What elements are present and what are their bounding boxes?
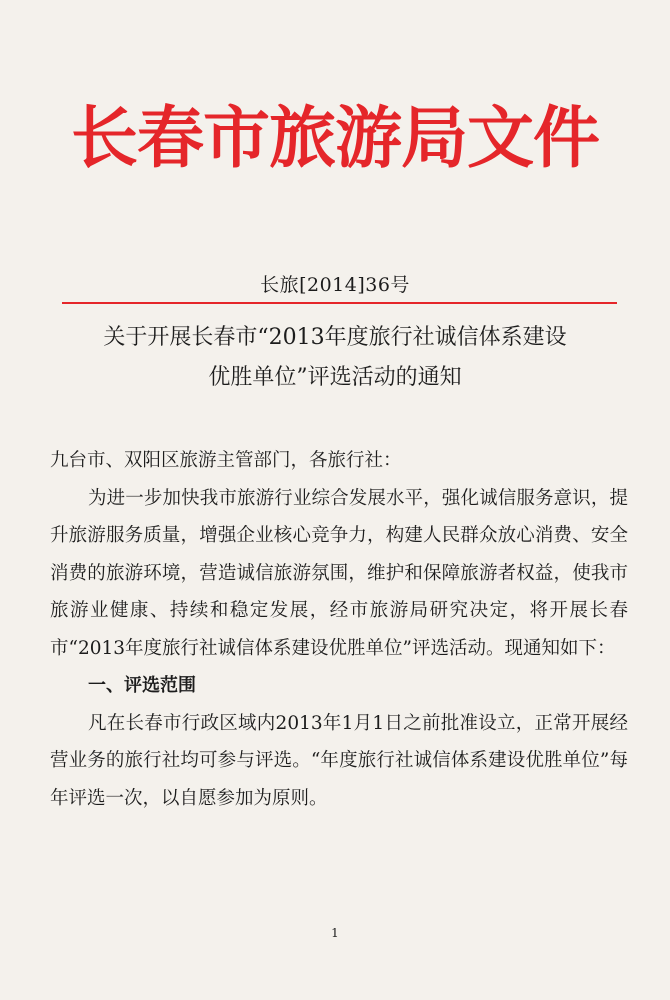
notice-title-line-1: 关于开展长春市“2013年度旅行社诚信体系建设 [103,325,567,350]
document-number: 长旅[2014]36号 [260,274,410,296]
document-body [50,442,628,817]
salutation: 九台市、双阳区旅游主管部门，各旅行社： [50,450,402,471]
page-number: 1 [331,926,339,940]
body-paragraph-scope: 凡在长春市行政区域内2013年1月1日之前批准设立，正常开展经营业务的旅行社均可参与评选。“年度旅行社诚信体系建设优胜单位”每年评选一次，以自愿参加为原则。 [50,712,628,809]
section-heading-scope: 一、评选范围 [88,675,196,696]
red-divider-line [62,302,617,304]
notice-title [0,318,670,398]
masthead-title: 长春市旅游局文件 [71,98,599,177]
body-paragraph-intro: 为进一步加快我市旅游行业综合发展水平，强化诚信服务意识，提升旅游服务质量，增强企业核心竞争力，构建人民群众放心消费、安全消费的旅游环境，营造诚信旅游氛围，维护和保障旅游者权益，使我市旅游业健康、持续和稳定发展，经市旅游局研究决定，将开展长春市“2013年度旅行社诚信体系建设优胜单位”评选活动。现通知如下： [50,487,628,659]
notice-title-line-2: 优胜单位”评选活动的通知 [208,365,462,390]
